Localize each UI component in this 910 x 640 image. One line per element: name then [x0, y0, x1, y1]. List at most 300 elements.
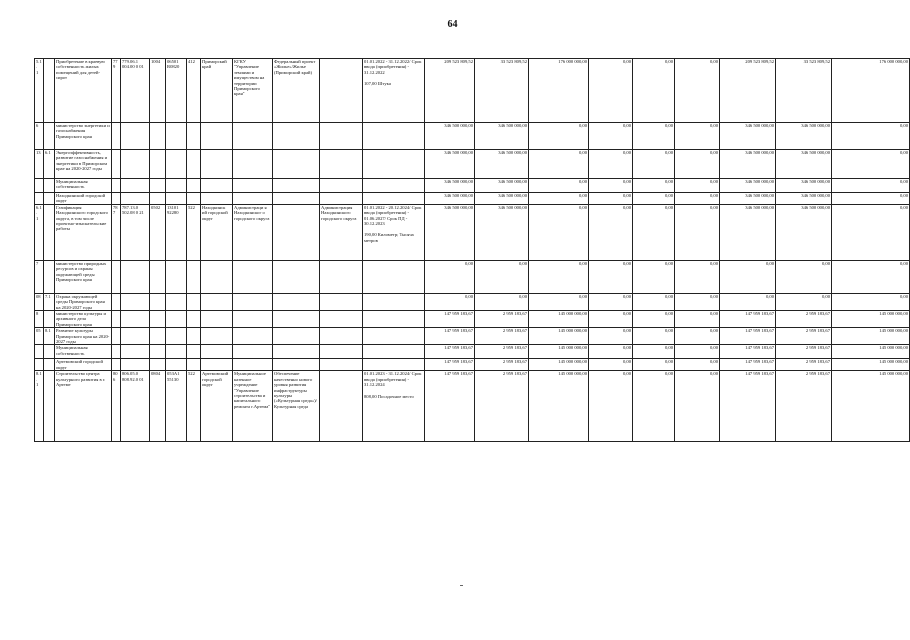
amount-value: 145 000 000,00: [558, 328, 587, 334]
table-cell: [44, 328, 55, 345]
table-cell: [35, 179, 44, 193]
amount-cell: [675, 359, 720, 371]
amount-cell: [832, 328, 910, 345]
cell-text: 05: [36, 328, 41, 334]
table-cell: [187, 345, 201, 359]
table-cell: [121, 311, 150, 328]
amount-cell: [529, 150, 589, 179]
amount-cell: [589, 359, 633, 371]
amount-value: 346 500 000,00: [801, 150, 830, 155]
table-cell: [121, 293, 150, 310]
amount-value: 145 000 000,00: [558, 371, 587, 377]
table-cell: [150, 359, 166, 371]
amount-cell: [633, 359, 675, 371]
amount-value: 0,00: [664, 179, 673, 184]
amount-cell: [720, 359, 776, 371]
amount-value: 2 959 183,67: [502, 371, 527, 377]
cell-text: министерство природных ресурсов и охраны окружающей среды Приморского края: [56, 260, 107, 283]
cell-text: 806: [113, 371, 118, 382]
cell-text: 8.1. 1: [36, 371, 42, 388]
cell-text: Муниципальная собственность: [56, 345, 88, 356]
amount-cell: [475, 150, 529, 179]
amount-cell: [720, 179, 776, 193]
amount-value: 0,00: [578, 179, 587, 184]
amount-cell: [475, 193, 529, 205]
amount-cell: [589, 59, 633, 123]
table-cell: [121, 150, 150, 179]
cell-text: министерство энергетики и газоснабжения Приморского края: [56, 123, 110, 139]
table-cell: [35, 328, 44, 345]
table-cell: [363, 293, 425, 310]
cell-text: 522: [188, 204, 195, 210]
amount-cell: [675, 311, 720, 328]
table-cell: [55, 371, 112, 442]
amount-cell: [675, 193, 720, 205]
table-cell: [273, 193, 320, 205]
amount-value: 346 500 000,00: [444, 193, 473, 198]
table-cell: [363, 193, 425, 205]
amount-cell: [589, 150, 633, 179]
table-cell: [320, 345, 363, 359]
table-cell: [320, 371, 363, 442]
table-cell: [44, 150, 55, 179]
amount-value: 0,00: [622, 150, 631, 155]
cell-text: 806.05.0 808.92.0 01: [122, 371, 144, 382]
table-cell: [320, 193, 363, 205]
table-cell: [363, 204, 425, 260]
table-cell: [201, 204, 233, 260]
cell-text: 13101 92280: [167, 204, 179, 216]
amount-cell: [675, 328, 720, 345]
amount-value: 346 500 000,00: [745, 204, 774, 210]
amount-cell: [776, 59, 832, 123]
table-cell: [233, 204, 273, 260]
table-cell: [363, 123, 425, 150]
amount-value: 0,00: [578, 123, 587, 128]
table-cell: [166, 359, 187, 371]
amount-value: 0,00: [709, 371, 718, 377]
budget-table: [34, 58, 910, 442]
table-cell: [150, 293, 166, 310]
table-cell: [201, 59, 233, 123]
amount-cell: [675, 123, 720, 150]
amount-value: 147 959 183,67: [745, 371, 774, 377]
amount-cell: [633, 193, 675, 205]
amount-cell: [776, 328, 832, 345]
table-cell: [112, 204, 121, 260]
cell-text: 787: [113, 204, 118, 216]
amount-cell: [832, 204, 910, 260]
amount-cell: [633, 59, 675, 123]
table-cell: [201, 123, 233, 150]
cell-text: 01.01.2022 - 31.12.2022/ Срок ввода (приобретения) - 31.12.2022: [364, 59, 422, 75]
table-cell: [55, 293, 112, 310]
amount-cell: [475, 345, 529, 359]
amount-cell: [776, 359, 832, 371]
page-number: 64: [447, 19, 458, 30]
amount-value: 346 500 000,00: [745, 123, 774, 128]
table-cell: [233, 359, 273, 371]
table-cell: [150, 345, 166, 359]
amount-value: 0,00: [622, 179, 631, 184]
table-cell: [201, 371, 233, 442]
amount-value: 145 000 000,00: [558, 311, 587, 317]
cell-text: министерство культуры и архивного дела Приморского края: [56, 311, 107, 327]
amount-cell: [475, 123, 529, 150]
table-cell: [112, 179, 121, 193]
amount-cell: [529, 328, 589, 345]
amount-value: 0,00: [709, 345, 718, 351]
amount-cell: [475, 328, 529, 345]
amount-cell: [633, 328, 675, 345]
table-cell: [273, 359, 320, 371]
table-row: [35, 59, 910, 123]
table-cell: [320, 328, 363, 345]
cell-text: 7: [36, 260, 39, 266]
table-cell: [363, 371, 425, 442]
table-cell: [44, 293, 55, 310]
cell-text: Артемовский городской округ: [56, 359, 103, 370]
table-cell: [320, 311, 363, 328]
amount-value: 2 959 183,67: [502, 345, 527, 351]
amount-cell: [529, 179, 589, 193]
amount-value: 0,00: [664, 371, 673, 377]
cell-text: Находкинск ий городской округ: [202, 204, 228, 221]
table-cell: [166, 193, 187, 205]
amount-cell: [776, 311, 832, 328]
cell-text: 779: [113, 59, 118, 70]
cell-text: 6.1: [45, 150, 51, 155]
table-cell: [166, 123, 187, 150]
cell-text: 412: [188, 59, 195, 64]
amount-cell: [720, 311, 776, 328]
amount-cell: [425, 345, 475, 359]
table-cell: [363, 311, 425, 328]
amount-value: 0,00: [664, 260, 673, 266]
amount-cell: [633, 123, 675, 150]
amount-value: 0,00: [709, 293, 718, 299]
table-cell: [112, 150, 121, 179]
amount-cell: [832, 59, 910, 123]
table-cell: [273, 371, 320, 442]
table-cell: [273, 311, 320, 328]
table-cell: [201, 359, 233, 371]
amount-cell: [589, 311, 633, 328]
amount-value: 147 959 183,67: [444, 345, 473, 351]
amount-value: 0,00: [578, 260, 587, 266]
amount-value: 346 500 000,00: [745, 179, 774, 184]
amount-value: 0,00: [578, 204, 587, 210]
amount-value: 147 959 183,67: [745, 328, 774, 334]
amount-value: 2 959 183,67: [805, 359, 830, 365]
table-cell: [35, 59, 44, 123]
amount-value: 2 959 183,67: [805, 371, 830, 377]
cell-text: Приобретение в краевую собственность жилых помещений для детей-сирот: [56, 59, 105, 81]
table-row: [35, 260, 910, 293]
amount-value: 0,00: [709, 204, 718, 210]
table-cell: [55, 150, 112, 179]
amount-cell: [675, 260, 720, 293]
amount-value: 0,00: [464, 293, 473, 299]
table-cell: [55, 59, 112, 123]
amount-cell: [475, 293, 529, 310]
amount-cell: [675, 293, 720, 310]
amount-cell: [529, 260, 589, 293]
table-cell: [150, 311, 166, 328]
amount-cell: [675, 150, 720, 179]
amount-value: 0,00: [622, 193, 631, 198]
table-cell: [320, 204, 363, 260]
table-cell: [166, 311, 187, 328]
amount-value: 0,00: [622, 311, 631, 317]
amount-cell: [675, 204, 720, 260]
amount-value: 147 959 183,67: [444, 311, 473, 317]
amount-value: 0,00: [578, 293, 587, 299]
amount-cell: [633, 179, 675, 193]
cell-text: Строительство центра культурного развития в г. Артеме: [56, 371, 106, 388]
amount-value: 2 959 183,67: [502, 359, 527, 365]
table-cell: [273, 328, 320, 345]
table-row: [35, 345, 910, 359]
table-cell: [44, 193, 55, 205]
amount-cell: [675, 345, 720, 359]
amount-cell: [776, 204, 832, 260]
amount-value: 346 500 000,00: [745, 193, 774, 198]
table-cell: [320, 293, 363, 310]
amount-value: 0,00: [899, 179, 908, 184]
amount-value: 0,00: [899, 204, 908, 210]
table-cell: [187, 260, 201, 293]
amount-value: 0,00: [664, 123, 673, 128]
amount-value: 145 000 000,00: [558, 345, 587, 351]
amount-cell: [529, 293, 589, 310]
table-cell: [363, 345, 425, 359]
table-cell: [35, 150, 44, 179]
amount-value: 145 000 000,00: [879, 328, 908, 334]
amount-value: 145 000 000,00: [879, 345, 908, 351]
amount-cell: [633, 311, 675, 328]
table-cell: [320, 59, 363, 123]
table-cell: [233, 260, 273, 293]
amount-value: 0,00: [664, 193, 673, 198]
amount-value: 0,00: [664, 345, 673, 351]
amount-cell: [529, 311, 589, 328]
table-cell: [187, 311, 201, 328]
table-cell: [273, 204, 320, 260]
table-cell: [150, 328, 166, 345]
amount-value: 209 523 809,52: [444, 59, 473, 64]
amount-cell: [832, 179, 910, 193]
table-cell: [201, 293, 233, 310]
amount-value: 0,00: [464, 260, 473, 266]
table-cell: [35, 371, 44, 442]
amount-cell: [529, 193, 589, 205]
table-cell: [187, 371, 201, 442]
table-cell: [166, 260, 187, 293]
table-cell: [273, 260, 320, 293]
amount-cell: [675, 179, 720, 193]
table-cell: [121, 193, 150, 205]
amount-value: 0,00: [622, 123, 631, 128]
amount-cell: [832, 123, 910, 150]
table-cell: [166, 293, 187, 310]
amount-cell: [475, 371, 529, 442]
table-cell: [121, 179, 150, 193]
table-cell: [121, 371, 150, 442]
amount-cell: [675, 59, 720, 123]
amount-value: 0,00: [709, 179, 718, 184]
scan-mark: [460, 585, 463, 586]
table-cell: [150, 123, 166, 150]
amount-cell: [633, 260, 675, 293]
amount-value: 0,00: [664, 204, 673, 210]
table-cell: [55, 123, 112, 150]
table-cell: [150, 193, 166, 205]
amount-value: 33 523 809,52: [500, 59, 527, 64]
table-cell: [166, 204, 187, 260]
cell-text: 053A1 55130: [167, 371, 180, 382]
table-cell: [233, 123, 273, 150]
table-cell: [35, 293, 44, 310]
amount-cell: [720, 150, 776, 179]
amount-value: 0,00: [518, 260, 527, 266]
amount-value: 145 000 000,00: [879, 371, 908, 377]
amount-value: 147 959 183,67: [444, 328, 473, 334]
amount-cell: [589, 204, 633, 260]
amount-cell: [675, 371, 720, 442]
cell-text: Развитие культуры Приморского края на 2020-2027 годы: [56, 328, 110, 345]
table-cell: [166, 345, 187, 359]
amount-cell: [529, 123, 589, 150]
amount-value: 346 500 000,00: [498, 150, 527, 155]
amount-cell: [633, 150, 675, 179]
amount-value: 145 000 000,00: [879, 359, 908, 365]
amount-value: 0,00: [664, 150, 673, 155]
table-row: [35, 193, 910, 205]
amount-value: 0,00: [899, 193, 908, 198]
table-cell: [233, 293, 273, 310]
table-cell: [112, 123, 121, 150]
table-row: [35, 311, 910, 328]
amount-value: 0,00: [622, 260, 631, 266]
table-cell: [44, 59, 55, 123]
table-cell: [112, 328, 121, 345]
amount-value: 2 959 183,67: [502, 328, 527, 334]
cell-text: 08: [36, 293, 41, 299]
table-cell: [187, 179, 201, 193]
amount-cell: [529, 359, 589, 371]
amount-cell: [425, 328, 475, 345]
table-cell: [112, 359, 121, 371]
amount-cell: [475, 311, 529, 328]
amount-value: 209 523 809,52: [745, 59, 774, 64]
amount-cell: [425, 204, 475, 260]
amount-value: 2 959 183,67: [805, 345, 830, 351]
table-row: [35, 150, 910, 179]
table-cell: [273, 345, 320, 359]
table-cell: [121, 260, 150, 293]
amount-value: 346 500 000,00: [444, 179, 473, 184]
amount-cell: [776, 345, 832, 359]
table-cell: [35, 260, 44, 293]
table-cell: [233, 345, 273, 359]
table-cell: [44, 359, 55, 371]
table-cell: [273, 150, 320, 179]
table-cell: [363, 260, 425, 293]
table-cell: [55, 179, 112, 193]
amount-cell: [832, 371, 910, 442]
amount-cell: [776, 193, 832, 205]
table-cell: [112, 193, 121, 205]
cell-text: 522: [188, 371, 195, 377]
amount-value: 0,00: [709, 260, 718, 266]
table-cell: [187, 359, 201, 371]
table-cell: [187, 150, 201, 179]
capacity-text: 190,00 Километр; Тысяча метров: [364, 232, 414, 243]
table-cell: [150, 59, 166, 123]
amount-cell: [720, 59, 776, 123]
amount-value: 0,00: [664, 293, 673, 299]
amount-cell: [425, 311, 475, 328]
amount-cell: [633, 293, 675, 310]
amount-value: 346 500 000,00: [745, 150, 774, 155]
table-row: [35, 293, 910, 310]
amount-value: 147 959 183,67: [745, 345, 774, 351]
table-cell: [121, 328, 150, 345]
capacity-text: 808,00 Посадочное место: [364, 393, 414, 399]
amount-cell: [832, 193, 910, 205]
amount-cell: [832, 345, 910, 359]
amount-cell: [589, 328, 633, 345]
table-cell: [55, 204, 112, 260]
table-row: [35, 179, 910, 193]
amount-value: 147 959 183,67: [444, 359, 473, 365]
amount-value: 0,00: [622, 371, 631, 377]
table-cell: [273, 293, 320, 310]
table-cell: [112, 311, 121, 328]
cell-text: 8: [36, 311, 39, 317]
amount-value: 0,00: [709, 359, 718, 365]
table-cell: [55, 311, 112, 328]
table-cell: [150, 179, 166, 193]
amount-value: 0,00: [622, 328, 631, 334]
amount-value: 2 959 183,67: [805, 328, 830, 334]
amount-value: 0,00: [709, 328, 718, 334]
amount-value: 0,00: [664, 359, 673, 365]
table-cell: [121, 345, 150, 359]
cell-text: 0502: [151, 204, 161, 210]
amount-value: 176 000 000,00: [558, 59, 587, 64]
amount-value: 346 500 000,00: [498, 193, 527, 198]
amount-cell: [776, 260, 832, 293]
table-cell: [150, 204, 166, 260]
amount-cell: [589, 193, 633, 205]
cell-text: 06501 R0820: [167, 59, 180, 70]
cell-text: 779.06.1 004.00 0 01: [122, 59, 144, 70]
table-cell: [166, 179, 187, 193]
amount-value: 346 500 000,00: [444, 150, 473, 155]
table-cell: [187, 204, 201, 260]
cell-text: 6: [36, 123, 39, 128]
table-cell: [320, 359, 363, 371]
amount-value: 0,00: [664, 59, 673, 64]
cell-text: 01.01.2023 - 31.12.2024/ Срок ввода (приобретения) - 31.12.2024: [364, 371, 422, 388]
amount-cell: [832, 293, 910, 310]
cell-text: 01.01.2022 - 20.12.2024/ Срок ввода (приобретения) - 01.06.2027/ Срок ПД - 30.12.2023: [364, 204, 422, 227]
table-cell: [201, 260, 233, 293]
amount-value: 0,00: [821, 293, 830, 299]
amount-cell: [475, 59, 529, 123]
